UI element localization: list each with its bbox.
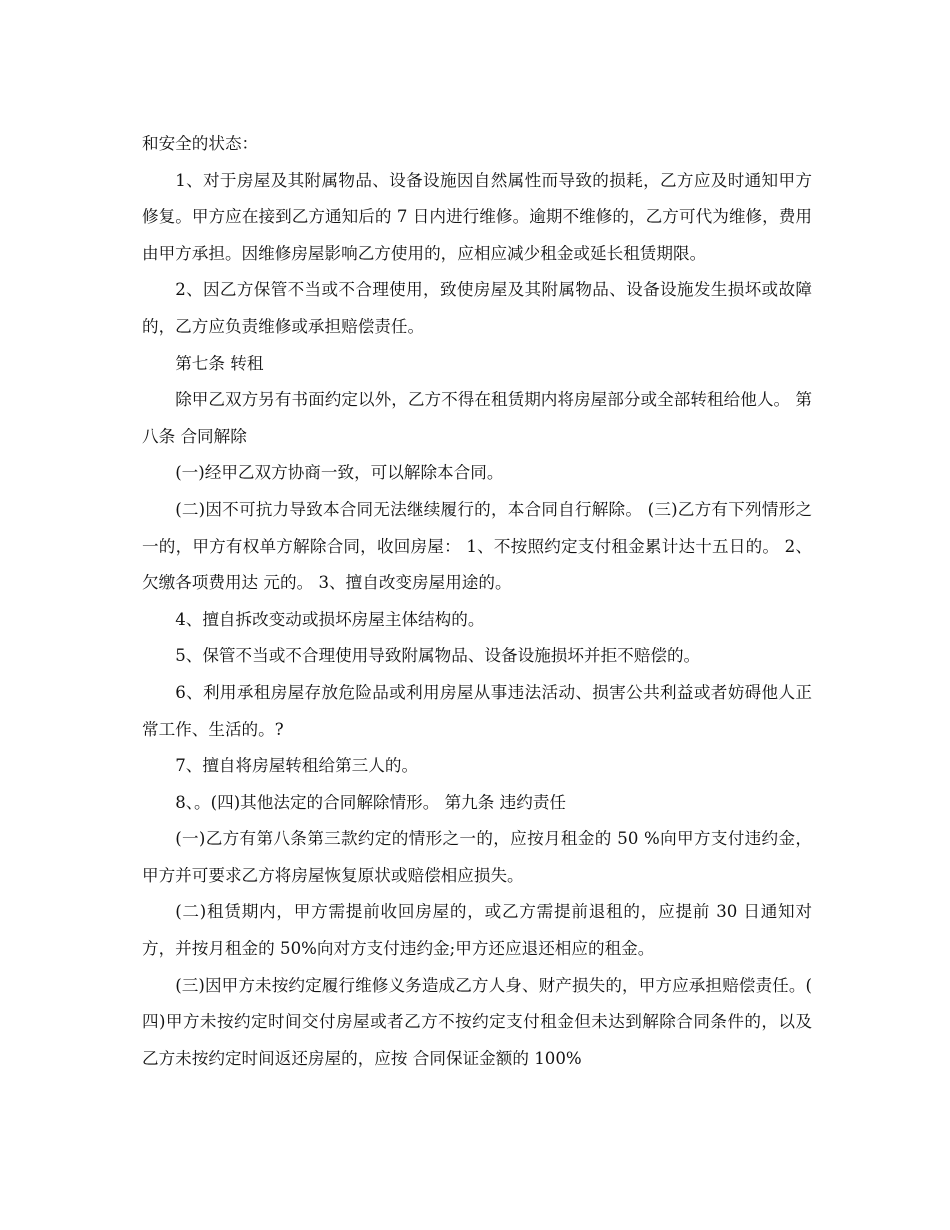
- paragraph-termination-1: (一)经甲乙双方协商一致，可以解除本合同。: [175, 463, 504, 483]
- paragraph-clause-1: 1、对于房屋及其附属物品、设备设施因自然属性而导致的损耗，乙方应及时通知甲方修复。甲方应在接到乙方通知后的 7 日内进行维修。逾期不维修的，乙方可代为维修，费用由甲方承担。因维修房屋影响乙方使用的，应相应减少租金或延长租赁期限。: [142, 170, 812, 263]
- paragraph-item-4: 4、擅自拆改变动或损坏房屋主体结构的。: [175, 609, 485, 629]
- paragraph-intro: 和安全的状态：: [142, 134, 259, 153]
- paragraph-liability-3: (三)因甲方未按约定履行维修义务造成乙方人身、财产损失的，甲方应承担赔偿责任。( 四)甲方未按约定时间交付房屋或者乙方不按约定支付租金但未达到解除合同条件的，以及乙方未按约定时间返还房屋的，应按 合同保证金额的 100%: [142, 975, 812, 1068]
- paragraph-termination-2: (二)因不可抗力导致本合同无法继续履行的，本合同自行解除。 (三)乙方有下列情形之一的，甲方有权单方解除合同，收回房屋： 1、不按照约定支付租金累计达十五日的。 2、欠缴各项费用达 元的。 3、擅自改变房屋用途的。: [142, 499, 812, 593]
- section-heading-7: 第七条 转租: [175, 353, 264, 373]
- paragraph-item-6: 6、利用承租房屋存放危险品或利用房屋从事违法活动、损害公共利益或者妨碍他人正常工作、生活的。?: [142, 682, 812, 739]
- paragraph-liability-1: (一)乙方有第八条第三款约定的情形之一的，应按月租金的 50 %向甲方支付违约金，甲方并可要求乙方将房屋恢复原状或赔偿相应损失。: [142, 829, 812, 885]
- paragraph-clause-2: 2、因乙方保管不当或不合理使用，致使房屋及其附属物品、设备设施发生损坏或故障的，乙方应负责维修或承担赔偿责任。: [142, 280, 812, 336]
- paragraph-liability-2: (二)租赁期内，甲方需提前收回房屋的，或乙方需提前退租的，应提前 30 日通知对方，并按月租金的 50%向对方支付违约金;甲方还应退还相应的租金。: [142, 902, 812, 959]
- paragraph-item-8: 8、。(四)其他法定的合同解除情形。 第九条 违约责任: [175, 792, 567, 812]
- document-body: [142, 126, 812, 1077]
- paragraph-sublease: 除甲乙双方另有书面约定以外，乙方不得在租赁期内将房屋部分或全部转租给他人。 第八条 合同解除: [142, 390, 812, 446]
- paragraph-item-5: 5、保管不当或不合理使用导致附属物品、设备设施损坏并拒不赔偿的。: [175, 646, 701, 666]
- paragraph-item-7: 7、擅自将房屋转租给第三人的。: [175, 756, 419, 776]
